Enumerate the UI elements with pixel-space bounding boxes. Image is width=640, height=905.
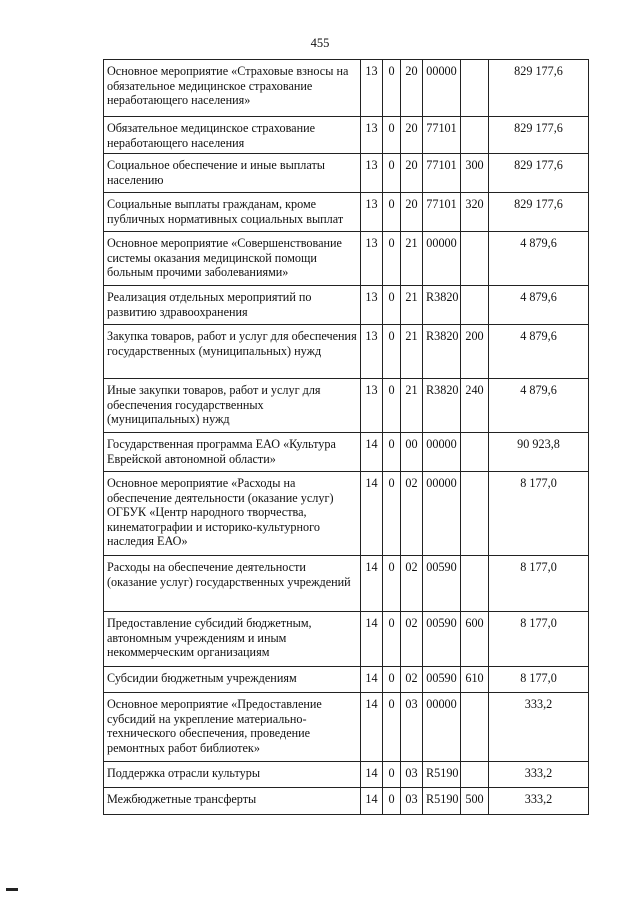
code-activity: 20: [401, 193, 423, 232]
code-activity: 21: [401, 232, 423, 286]
code-subprogram: 0: [383, 433, 401, 472]
code-expense-type: 500: [461, 788, 489, 815]
code-direction: 00590: [423, 667, 461, 693]
code-subprogram: 0: [383, 117, 401, 154]
code-activity: 20: [401, 154, 423, 193]
code-expense-type: [461, 232, 489, 286]
code-direction: 00590: [423, 612, 461, 667]
code-activity: 02: [401, 612, 423, 667]
table-row: [104, 117, 589, 154]
code-activity: 00: [401, 433, 423, 472]
code-expense-type: 240: [461, 379, 489, 433]
code-direction: 00590: [423, 556, 461, 612]
code-activity: 20: [401, 60, 423, 117]
table-row: [104, 693, 589, 762]
code-subprogram: 0: [383, 556, 401, 612]
row-name: Предоставление субсидий бюджетным, автономным учреждениям и иным некоммерческим организациям: [104, 612, 361, 667]
row-amount: 333,2: [489, 762, 589, 788]
row-name: Социальное обеспечение и иные выплаты населению: [104, 154, 361, 193]
code-expense-type: [461, 286, 489, 325]
code-expense-type: 320: [461, 193, 489, 232]
code-subprogram: 0: [383, 193, 401, 232]
code-direction: 00000: [423, 693, 461, 762]
code-direction: 77101: [423, 193, 461, 232]
code-section: 13: [361, 379, 383, 433]
code-activity: 20: [401, 117, 423, 154]
code-subprogram: 0: [383, 667, 401, 693]
code-expense-type: [461, 693, 489, 762]
code-section: 13: [361, 232, 383, 286]
row-amount: 8 177,0: [489, 472, 589, 556]
code-activity: 03: [401, 762, 423, 788]
table-row: [104, 556, 589, 612]
code-section: 14: [361, 788, 383, 815]
row-amount: 829 177,6: [489, 60, 589, 117]
table-row: [104, 612, 589, 667]
code-subprogram: 0: [383, 60, 401, 117]
table-row: [104, 379, 589, 433]
row-name: Социальные выплаты гражданам, кроме публичных нормативных социальных выплат: [104, 193, 361, 232]
code-expense-type: 610: [461, 667, 489, 693]
row-name: Расходы на обеспечение деятельности (оказание услуг) государственных учреждений: [104, 556, 361, 612]
code-expense-type: [461, 433, 489, 472]
code-direction: R5190: [423, 788, 461, 815]
row-name: Государственная программа ЕАО «Культура Еврейской автономной области»: [104, 433, 361, 472]
code-expense-type: 300: [461, 154, 489, 193]
table-row: [104, 286, 589, 325]
row-amount: 8 177,0: [489, 667, 589, 693]
row-name: Обязательное медицинское страхование неработающего населения: [104, 117, 361, 154]
code-section: 14: [361, 667, 383, 693]
table-row: [104, 60, 589, 117]
row-name: Субсидии бюджетным учреждениям: [104, 667, 361, 693]
scan-mark: [6, 888, 18, 891]
row-name: Основное мероприятие «Страховые взносы на обязательное медицинское страхование неработающего населения»: [104, 60, 361, 117]
row-name: Иные закупки товаров, работ и услуг для обеспечения государственных (муниципальных) нужд: [104, 379, 361, 433]
code-section: 13: [361, 325, 383, 379]
row-name: Межбюджетные трансферты: [104, 788, 361, 815]
code-subprogram: 0: [383, 379, 401, 433]
code-activity: 21: [401, 325, 423, 379]
code-activity: 21: [401, 286, 423, 325]
code-direction: R3820: [423, 379, 461, 433]
code-section: 13: [361, 60, 383, 117]
row-amount: 829 177,6: [489, 154, 589, 193]
row-amount: 4 879,6: [489, 232, 589, 286]
table-row: [104, 788, 589, 815]
row-amount: 4 879,6: [489, 325, 589, 379]
code-direction: 00000: [423, 433, 461, 472]
code-section: 13: [361, 286, 383, 325]
budget-table: [103, 59, 589, 815]
code-activity: 03: [401, 788, 423, 815]
code-section: 14: [361, 762, 383, 788]
code-subprogram: 0: [383, 325, 401, 379]
code-section: 13: [361, 193, 383, 232]
code-section: 13: [361, 154, 383, 193]
row-name: Закупка товаров, работ и услуг для обеспечения государственных (муниципальных) нужд: [104, 325, 361, 379]
code-direction: R3820: [423, 325, 461, 379]
row-amount: 4 879,6: [489, 286, 589, 325]
code-activity: 21: [401, 379, 423, 433]
code-direction: 77101: [423, 117, 461, 154]
code-direction: R3820: [423, 286, 461, 325]
code-section: 14: [361, 612, 383, 667]
code-expense-type: [461, 472, 489, 556]
table-row: [104, 232, 589, 286]
code-activity: 02: [401, 556, 423, 612]
code-activity: 02: [401, 667, 423, 693]
table-row: [104, 154, 589, 193]
table-row: [104, 472, 589, 556]
code-direction: 00000: [423, 232, 461, 286]
row-name: Основное мероприятие «Предоставление субсидий на укрепление материально-технического обеспечения, проведение ремонтных работ библиотек»: [104, 693, 361, 762]
code-direction: 00000: [423, 472, 461, 556]
row-name: Реализация отдельных мероприятий по развитию здравоохранения: [104, 286, 361, 325]
code-expense-type: [461, 556, 489, 612]
row-amount: 333,2: [489, 693, 589, 762]
row-amount: 829 177,6: [489, 193, 589, 232]
row-amount: 4 879,6: [489, 379, 589, 433]
row-amount: 333,2: [489, 788, 589, 815]
code-expense-type: 600: [461, 612, 489, 667]
code-section: 14: [361, 693, 383, 762]
table-row: [104, 193, 589, 232]
code-section: 14: [361, 556, 383, 612]
code-subprogram: 0: [383, 612, 401, 667]
code-direction: 77101: [423, 154, 461, 193]
table-row: [104, 325, 589, 379]
code-subprogram: 0: [383, 762, 401, 788]
code-activity: 03: [401, 693, 423, 762]
table-row: [104, 762, 589, 788]
row-amount: 829 177,6: [489, 117, 589, 154]
code-section: 13: [361, 117, 383, 154]
code-subprogram: 0: [383, 472, 401, 556]
code-section: 14: [361, 472, 383, 556]
row-amount: 8 177,0: [489, 556, 589, 612]
row-amount: 8 177,0: [489, 612, 589, 667]
row-name: Основное мероприятие «Расходы на обеспечение деятельности (оказание услуг) ОГБУК «Центр народного творчества, кинематографии и историко-культурного наследия ЕАО»: [104, 472, 361, 556]
code-direction: 00000: [423, 60, 461, 117]
page-number: 455: [310, 36, 330, 50]
row-name: Поддержка отрасли культуры: [104, 762, 361, 788]
row-amount: 90 923,8: [489, 433, 589, 472]
code-expense-type: [461, 60, 489, 117]
code-direction: R5190: [423, 762, 461, 788]
code-subprogram: 0: [383, 693, 401, 762]
table-row: [104, 667, 589, 693]
code-activity: 02: [401, 472, 423, 556]
table-row: [104, 433, 589, 472]
code-section: 14: [361, 433, 383, 472]
code-subprogram: 0: [383, 232, 401, 286]
code-subprogram: 0: [383, 788, 401, 815]
code-expense-type: [461, 762, 489, 788]
code-expense-type: 200: [461, 325, 489, 379]
code-expense-type: [461, 117, 489, 154]
code-subprogram: 0: [383, 286, 401, 325]
code-subprogram: 0: [383, 154, 401, 193]
row-name: Основное мероприятие «Совершенствование системы оказания медицинской помощи больным прочими заболеваниями»: [104, 232, 361, 286]
